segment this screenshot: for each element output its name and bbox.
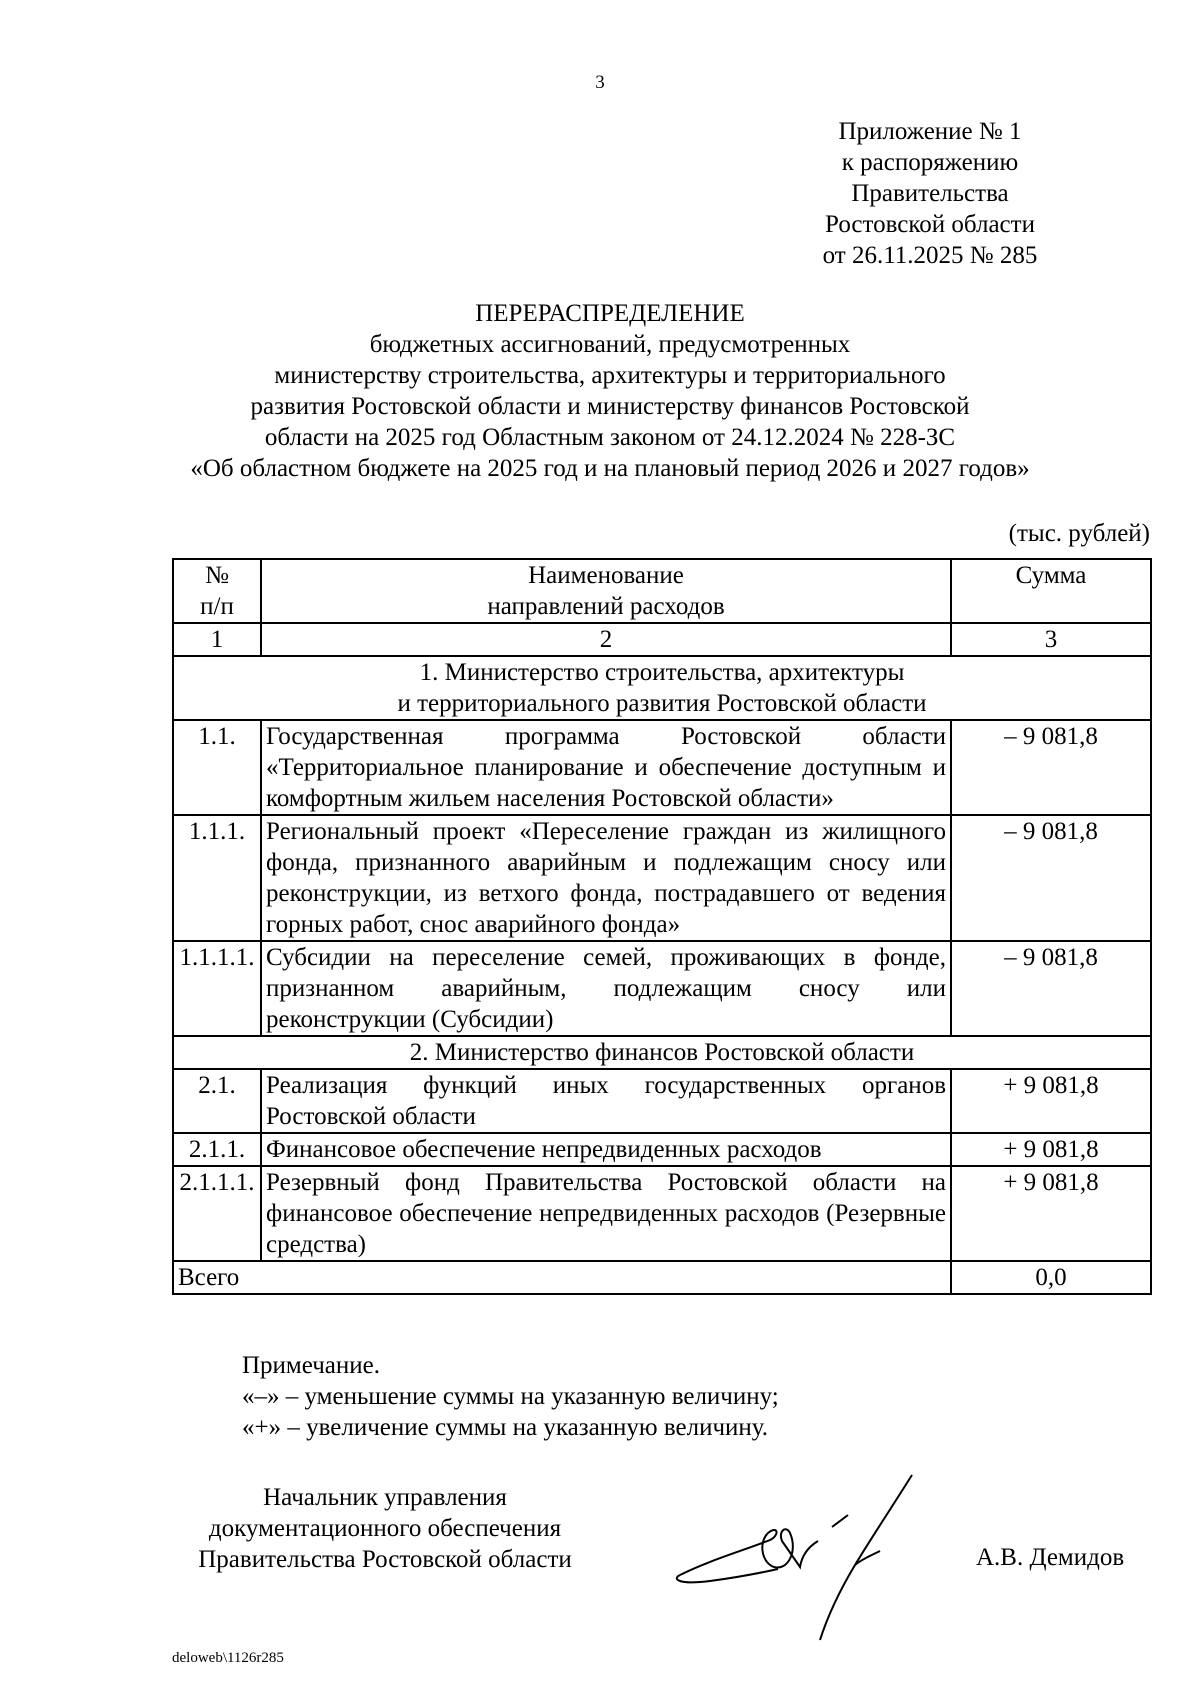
section-row (173, 1036, 1151, 1069)
table-row (173, 1069, 1151, 1133)
title-line: министерству строительства, архитектуры и территориального (274, 362, 946, 389)
total-amount: 0,0 (951, 1261, 1151, 1294)
section-title (173, 656, 1151, 720)
table-row (173, 720, 1151, 815)
appendix-line: Ростовской области (825, 211, 1035, 238)
page-number: 3 (595, 72, 605, 93)
table-row (173, 941, 1151, 1036)
note-title: Примечание. (242, 1352, 381, 1379)
column-number-row (173, 623, 1151, 656)
row-amount: + 9 081,8 (951, 1133, 1151, 1166)
header-num-line2: п/п (200, 593, 234, 620)
handwritten-signature (650, 1455, 950, 1645)
row-num: 1.1.1. (173, 815, 261, 941)
table-header-row (173, 559, 1151, 623)
signer-position: документационного обеспечения (208, 1515, 562, 1542)
column-number: 3 (951, 623, 1151, 656)
table-row (173, 815, 1151, 941)
row-num: 2.1. (173, 1069, 261, 1133)
title-line: развития Ростовской области и министерству финансов Ростовской (250, 393, 970, 420)
row-amount: – 9 081,8 (951, 720, 1151, 815)
row-amount: + 9 081,8 (951, 1069, 1151, 1133)
header-num (173, 559, 261, 623)
total-row (173, 1261, 1151, 1294)
header-num-line1: № (205, 562, 229, 589)
header-name-line2: направлений расходов (487, 593, 725, 620)
row-name: Резервный фонд Правительства Ростовской области на финансовое обеспечение непредвиденных расходов (Резервные средства) (261, 1166, 951, 1261)
section-title-line: и территориального развития Ростовской области (397, 690, 927, 717)
row-num: 1.1.1.1. (173, 941, 261, 1036)
section-title: 2. Министерство финансов Ростовской области (173, 1036, 1151, 1069)
row-name: Реализация функций иных государственных органов Ростовской области (261, 1069, 951, 1133)
row-amount: – 9 081,8 (951, 941, 1151, 1036)
row-num: 1.1. (173, 720, 261, 815)
document-title (150, 298, 1070, 484)
row-name: Региональный проект «Переселение граждан из жилищного фонда, признанного аварийным и подлежащим сносу или реконструкции, из ветхого фонда, пострадавшего от ведения горных работ, снос аварийного фонда» (261, 815, 951, 941)
note-block (242, 1350, 779, 1443)
note-plus: «+» – увеличение суммы на указанную величину. (242, 1414, 769, 1441)
header-name (261, 559, 951, 623)
appendix-date-line: от 26.11.2025 № 285 (822, 242, 1038, 269)
row-amount: + 9 081,8 (951, 1166, 1151, 1261)
row-num: 2.1.1.1. (173, 1166, 261, 1261)
table-row (173, 1166, 1151, 1261)
signer-name: А.В. Демидов (976, 1544, 1125, 1571)
row-name: Финансовое обеспечение непредвиденных расходов (261, 1133, 951, 1166)
appendix-block (760, 116, 1100, 271)
signer-position: Начальник управления (263, 1484, 507, 1511)
budget-table (172, 558, 1152, 1295)
section-title-line: 1. Министерство строительства, архитектуры (419, 659, 905, 686)
table-row (173, 1133, 1151, 1166)
signer-position: Правительства Ростовской области (198, 1546, 572, 1573)
row-name: Субсидии на переселение семей, проживающих в фонде, признанном аварийным, подлежащим сносу или реконструкции (Субсидии) (261, 941, 951, 1036)
appendix-line: Приложение № 1 (838, 118, 1022, 145)
appendix-line: к распоряжению (841, 149, 1019, 176)
row-amount: – 9 081,8 (951, 815, 1151, 941)
header-name-line1: Наименование (528, 562, 684, 589)
title-line: бюджетных ассигнований, предусмотренных (369, 331, 851, 358)
column-number: 1 (173, 623, 261, 656)
note-minus: «–» – уменьшение суммы на указанную величину; (242, 1383, 779, 1410)
document-reference: deloweb\1126r285 (172, 1650, 284, 1666)
section-row (173, 656, 1151, 720)
title-heading: ПЕРЕРАСПРЕДЕЛЕНИЕ (475, 300, 745, 327)
total-label: Всего (173, 1261, 951, 1294)
units-label: (тыс. рублей) (1008, 520, 1150, 547)
column-number: 2 (261, 623, 951, 656)
header-amount: Сумма (951, 559, 1151, 623)
row-name: Государственная программа Ростовской области «Территориальное планирование и обеспечение доступным и комфортным жильем населения Ростовской области» (261, 720, 951, 815)
title-line: «Об областном бюджете на 2025 год и на плановый период 2026 и 2027 годов» (190, 455, 1030, 482)
title-line: области на 2025 год Областным законом от 24.12.2024 № 228-ЗС (264, 424, 956, 451)
row-num: 2.1.1. (173, 1133, 261, 1166)
appendix-line: Правительства (851, 180, 1009, 207)
signer-block (160, 1482, 610, 1575)
